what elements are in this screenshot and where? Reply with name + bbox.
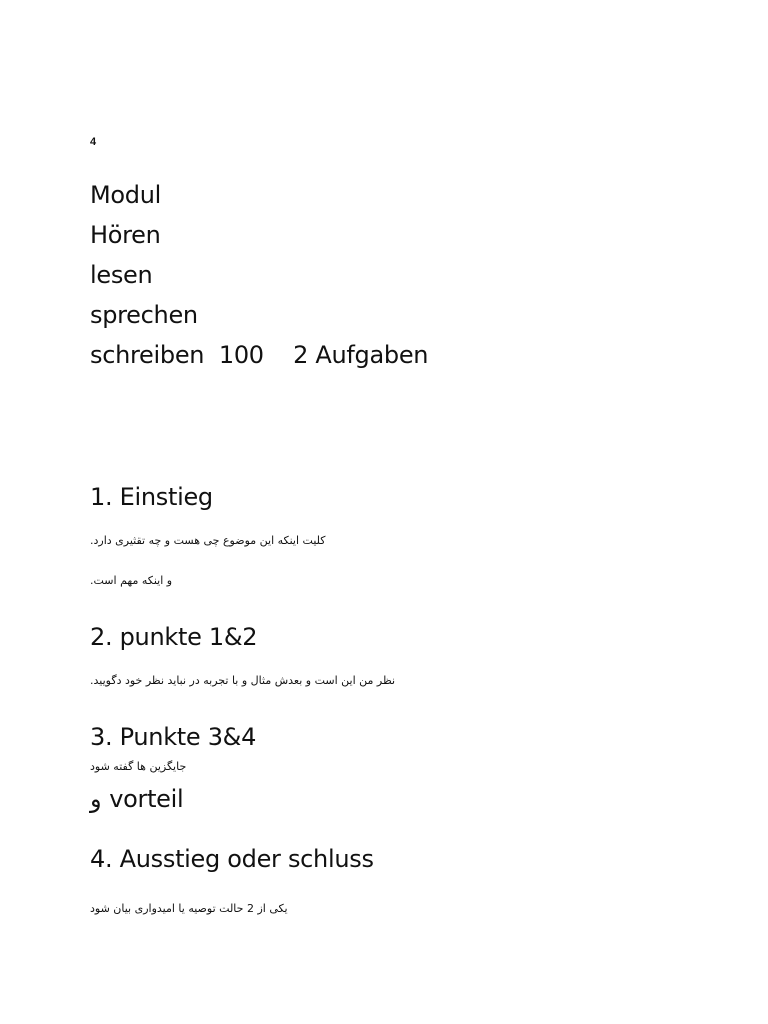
section-heading: 1. Einstieg xyxy=(90,483,213,511)
section-note: .کلیت اینکه این موضوع چی هست و چه تقثیری دارد xyxy=(90,534,326,547)
section-note: .نظر من این است و بعدش مثال و با تجربه در نباید نظر خود دگویید xyxy=(90,674,396,687)
section-note: .و اینکه مهم است xyxy=(90,574,173,587)
module-item: Hören xyxy=(90,221,161,249)
module-item: Modul xyxy=(90,181,162,209)
section-heading: 4. Ausstieg oder schluss xyxy=(90,845,374,873)
section-heading: 3. Punkte 3&4 xyxy=(90,723,257,751)
module-item: schreiben 100 2 Aufgaben xyxy=(90,341,429,369)
module-item: lesen xyxy=(90,261,153,289)
section-heading: 2. punkte 1&2 xyxy=(90,623,258,651)
section-extra: و vorteil xyxy=(90,785,184,813)
page-number: 4 xyxy=(90,136,97,148)
module-item: sprechen xyxy=(90,301,198,329)
section-note: یکی از 2 حالت توصیه یا امیدواری بیان شود xyxy=(90,902,288,915)
section-note: جایگزین ها گفته شود xyxy=(90,760,187,773)
